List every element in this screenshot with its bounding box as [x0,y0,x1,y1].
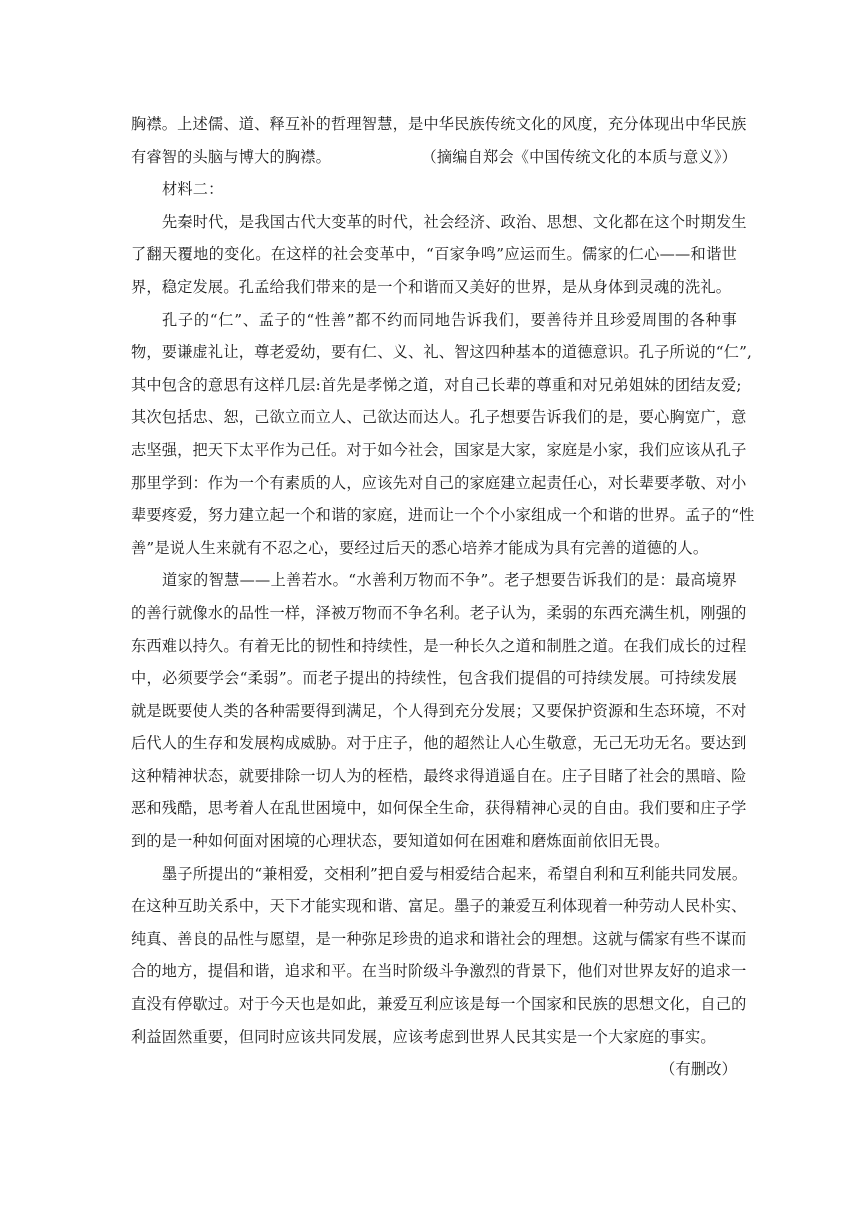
paragraph-2 [131,304,755,565]
paragraph-line: 了翻天覆地的变化。在这样的社会变革中，“百家争鸣”应运而生。儒家的仁心——和谐世 [131,245,737,264]
revision-note: （有删改） [660,1060,737,1079]
paragraph-line: 其中包含的意思有这样几层:首先是孝悌之道，对自己长辈的尊重和对兄弟姐妹的团结友爱; [131,375,742,394]
paragraph-line: 到的是一种如何面对困境的心理状态，要知道如何在困难和磨炼面前依旧无畏。 [131,832,670,851]
paragraph-line: 纯真、善良的品性与愿望，是一种弥足珍贵的追求和谐社会的理想。这就与儒家有些不谋而 [131,929,747,948]
paragraph-line: 孔子的“仁”、孟子的“性善”都不约而同地告诉我们，要善待并且珍爱周围的各种事 [162,310,737,329]
paragraph-line: 的善行就像水的品性一样，泽被万物而不争名利。老子认为，柔弱的东西充满生机，刚强的 [131,603,747,622]
document-page [131,108,755,1086]
paragraph-line: 在这种互助关系中，天下才能实现和谐、富足。墨子的兼爱互利体现着一种劳动人民朴实、 [131,897,747,916]
paragraph-line: 其次包括忠、恕，己欲立而立人、己欲达而达人。孔子想要告诉我们的是，要心胸宽广，意 [131,408,747,427]
paragraph-line: 东西难以持久。有着无比的韧性和持续性，是一种长久之道和制胜之道。在我们成长的过程 [131,636,747,655]
paragraph-line: 合的地方，提倡和谐，追求和平。在当时阶级斗争激烈的背景下，他们对世界友好的追求一 [131,962,747,981]
paragraph-line: 那里学到：作为一个有素质的人，应该先对自己的家庭建立起责任心，对长辈要孝敬、对小 [131,473,747,492]
paragraph-line: 直没有停歇过。对于今天也是如此，兼爱互利应该是每一个国家和民族的思想文化，自己的 [131,995,747,1014]
intro-line-2 [131,141,737,174]
paragraph-line: 善”是说人生来就有不忍之心，要经过后天的悉心培养才能成为具有完善的道德的人。 [131,538,709,557]
source-citation: （摘编自郑会《中国传统文化的本质与意义》） [421,147,737,166]
paragraph-3 [131,564,747,857]
paragraph-line: 界，稳定发展。孔孟给我们带来的是一个和谐而又美好的世界，是从身体到灵魂的洗礼。 [131,277,732,296]
intro-line-1: 胸襟。上述儒、道、释互补的哲理智慧，是中华民族传统文化的风度，充分体现出中华民族 [131,115,747,133]
paragraph-4 [131,858,748,1054]
paragraph-line: 后代人的生存和发展构成威胁。对于庄子，他的超然让人心生敬意，无己无功无名。要达到 [131,734,747,753]
paragraph-line: 这种精神状态，就要排除一切人为的桎梏，最终求得逍遥自在。庄子目睹了社会的黑暗、险 [131,766,747,785]
paragraph-line: 道家的智慧——上善若水。“水善利万物而不争”。老子想要告诉我们的是：最高境界 [162,571,737,590]
intro-line-2-text: 有睿智的头脑与博大的胸襟。 [131,147,332,166]
paragraph-line: 物，要谦虚礼让，尊老爱幼，要有仁、义、礼、智这四种基本的道德意识。孔子所说的“仁”, [131,343,753,362]
paragraph-line: 先秦时代，是我国古代大变革的时代，社会经济、政治、思想、文化都在这个时期发生 [162,212,747,231]
material-two-heading: 材料二： [162,180,224,199]
paragraph-line: 中，必须要学会“柔弱”。而老子提出的持续性，包含我们提倡的可持续发展。可持续发展 [131,669,737,688]
paragraph-line: 志坚强，把天下太平作为己任。对于如今社会，国家是大家，家庭是小家，我们应该从孔子 [131,440,747,459]
paragraph-1 [131,206,747,304]
paragraph-line: 辈要疼爱，努力建立起一个和谐的家庭，进而让一个个小家组成一个和谐的世界。孟子的“性 [131,506,755,525]
paragraph-line: 恶和残酷，思考着人在乱世困境中，如何保全生命，获得精神心灵的自由。我们要和庄子学 [131,799,747,818]
paragraph-line: 墨子所提出的“兼相爱，交相利”把自爱与相爱结合起来，希望自利和互利能共同发展。 [162,864,748,883]
paragraph-line: 就是既要使人类的各种需要得到满足，个人得到充分发展；又要保护资源和生态环境，不对 [131,701,747,720]
paragraph-line: 利益固然重要，但同时应该共同发展，应该考虑到世界人民其实是一个大家庭的事实。 [131,1027,716,1046]
